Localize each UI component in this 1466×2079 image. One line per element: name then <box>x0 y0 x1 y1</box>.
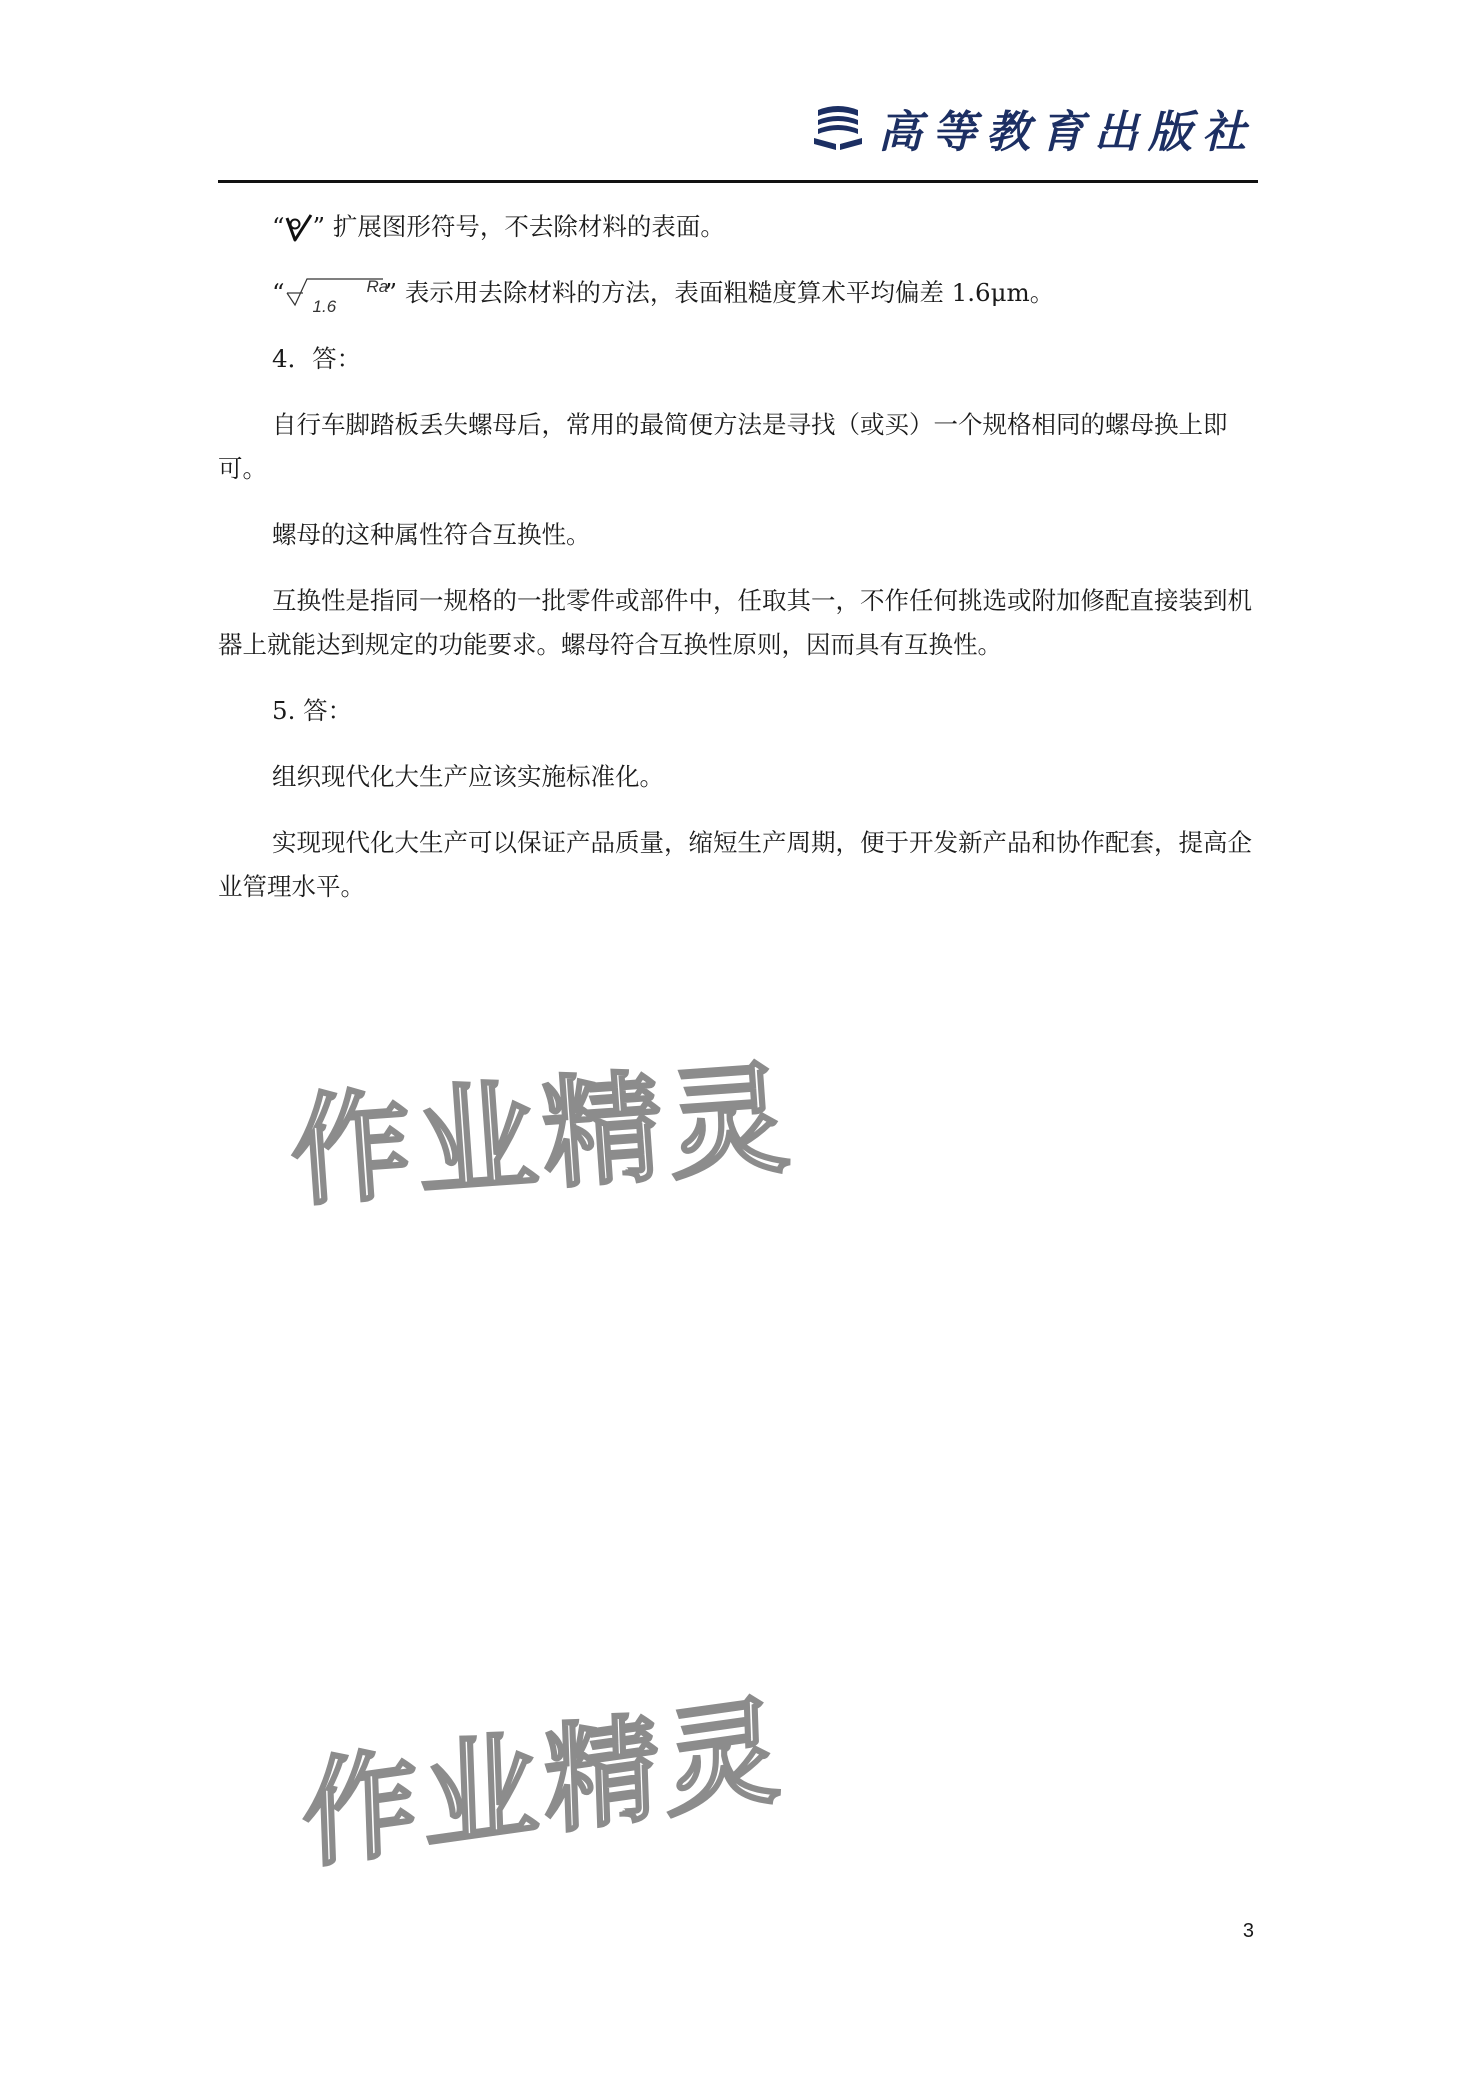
question-5-heading: 5. 答： <box>272 696 353 725</box>
question-4-paragraph-3: 互换性是指同一规格的一批零件或部件中，任取其一，不作任何挑选或附加修配直接装到机器上就能达到规定的功能要求。螺母符合互换性原则，因而具有互换性。 <box>218 586 1252 659</box>
item-extended-symbol: “ ” 扩展图形符号，不去除材料的表面。 <box>218 205 1258 249</box>
item1-text: 扩展图形符号，不去除材料的表面。 <box>332 212 725 241</box>
question-4-paragraph-2: 螺母的这种属性符合互换性。 <box>272 520 591 549</box>
roughness-ra-symbol <box>285 277 389 316</box>
item2-text: 表示用去除材料的方法，表面粗糙度算术平均偏差 1.6μm。 <box>404 278 1055 307</box>
page-number: 3 <box>1242 1920 1254 1942</box>
header-divider <box>218 180 1258 183</box>
publisher-logo-icon <box>812 104 864 152</box>
question-4-heading: 4．答： <box>272 344 362 373</box>
item-roughness-symbol: “ Ra 1.6 ” 表示用去除材料的方法，表面粗糙度算术平均偏差 1.6μm。 <box>272 277 1055 316</box>
publisher-name: 高等教育出版社 <box>878 107 1256 158</box>
watermark-bottom: 作业精灵 <box>300 1681 789 1886</box>
question-5-paragraph-1: 组织现代化大生产应该实施标准化。 <box>272 762 664 791</box>
surface-symbol-no-removal-icon <box>285 214 313 244</box>
question-4-paragraph-1: 自行车脚踏板丢失螺母后，常用的最简便方法是寻找（或买）一个规格相同的螺母换上即可。 <box>218 410 1228 483</box>
roughness-value: Ra 1.6 <box>312 277 389 316</box>
document-body <box>218 205 1258 931</box>
question-5-paragraph-2: 实现现代化大生产可以保证产品质量，缩短生产周期，便于开发新产品和协作配套，提高企业管理水平。 <box>218 828 1252 901</box>
watermark-top: 作业精灵 <box>286 1049 799 1224</box>
publisher-header <box>812 96 1256 160</box>
